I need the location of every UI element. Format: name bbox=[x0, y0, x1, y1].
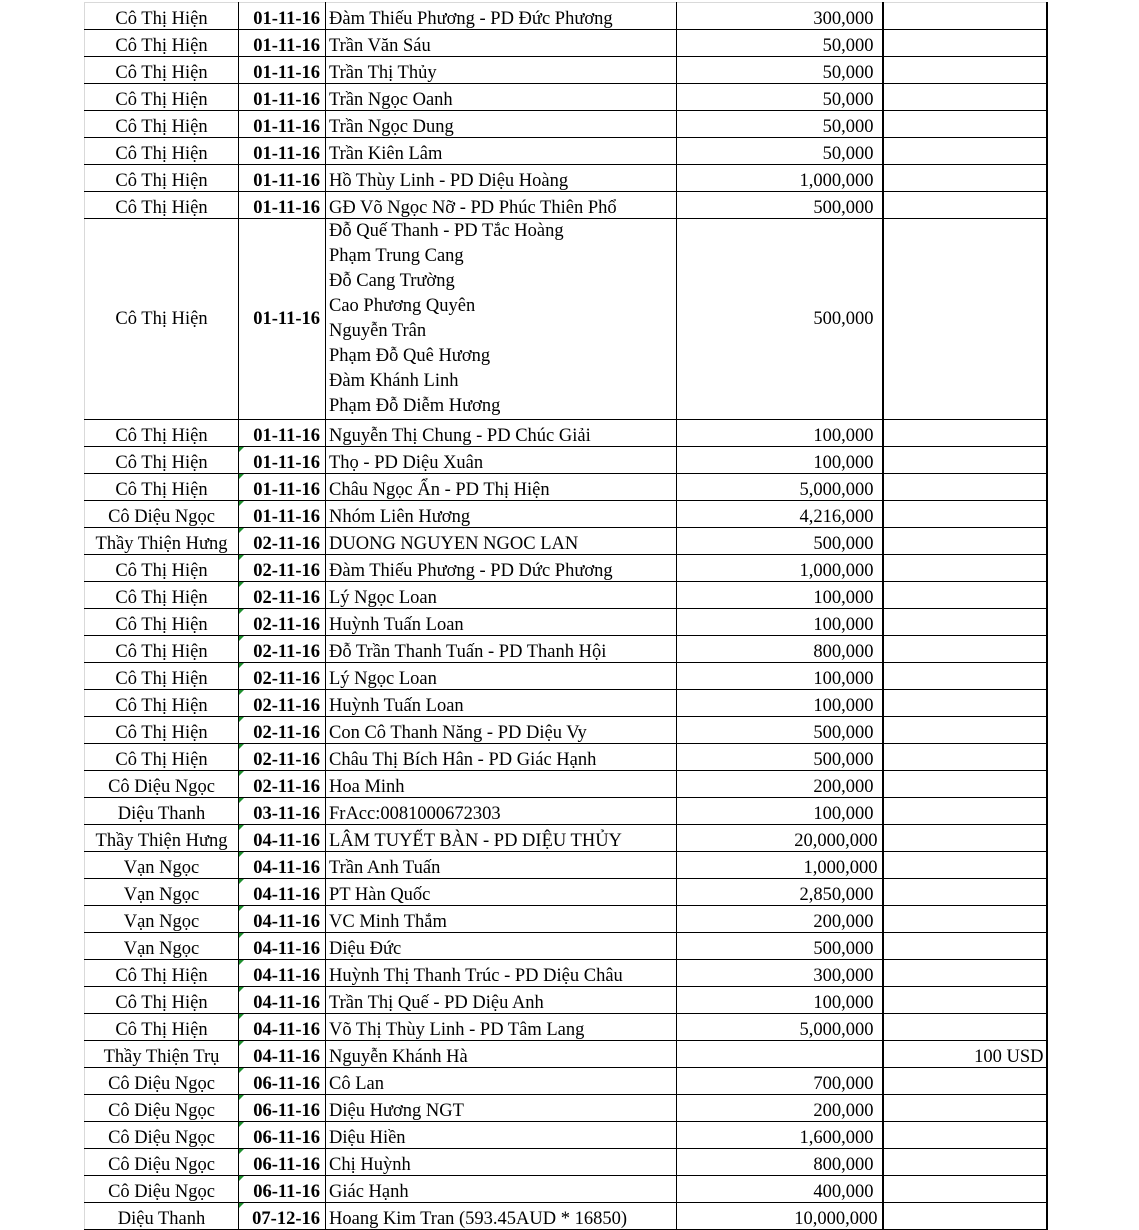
cell-donor[interactable]: Diệu Hương NGT bbox=[326, 1095, 677, 1122]
cell-amount-vnd[interactable]: 5,000,000 bbox=[677, 474, 883, 501]
cell-amount-foreign[interactable] bbox=[883, 663, 1047, 690]
cell-recipient[interactable]: Cô Thị Hiện bbox=[85, 609, 239, 636]
table-row bbox=[85, 933, 1047, 960]
cell-recipient[interactable]: Thầy Thiện Hưng bbox=[85, 528, 239, 555]
cell-date[interactable]: 04-11-16 bbox=[239, 879, 326, 906]
cell-date[interactable]: 04-11-16 bbox=[239, 1041, 326, 1068]
cell-recipient[interactable]: Cô Thị Hiện bbox=[85, 111, 239, 138]
cell-recipient[interactable]: Cô Thị Hiện bbox=[85, 447, 239, 474]
cell-date[interactable]: 01-11-16 bbox=[239, 447, 326, 474]
table-row bbox=[85, 111, 1047, 138]
cell-amount-foreign[interactable] bbox=[883, 933, 1047, 960]
cell-amount-foreign[interactable] bbox=[883, 192, 1047, 219]
cell-amount-foreign[interactable] bbox=[883, 555, 1047, 582]
cell-amount-vnd[interactable]: 10,000,000 bbox=[677, 1203, 883, 1230]
table-row bbox=[85, 192, 1047, 219]
cell-donor[interactable]: GĐ Võ Ngọc Nỡ - PD Phúc Thiên Phổ bbox=[326, 192, 677, 219]
donor-name-line: Đàm Khánh Linh bbox=[329, 371, 459, 391]
cell-amount-vnd[interactable]: 1,000,000 bbox=[677, 555, 883, 582]
table-row bbox=[85, 987, 1047, 1014]
cell-date[interactable]: 02-11-16 bbox=[239, 717, 326, 744]
cell-recipient[interactable]: Cô Thị Hiện bbox=[85, 3, 239, 30]
cell-donor[interactable]: Nguyễn Thị Chung - PD Chúc Giải bbox=[326, 420, 677, 447]
cell-amount-foreign[interactable] bbox=[883, 84, 1047, 111]
cell-recipient[interactable]: Cô Diệu Ngọc bbox=[85, 1095, 239, 1122]
table-row bbox=[85, 165, 1047, 192]
cell-donor[interactable]: Nhóm Liên Hương bbox=[326, 501, 677, 528]
cell-date[interactable]: 04-11-16 bbox=[239, 987, 326, 1014]
cell-date[interactable]: 01-11-16 bbox=[239, 138, 326, 165]
cell-amount-foreign[interactable] bbox=[883, 111, 1047, 138]
cell-amount-vnd[interactable]: 500,000 bbox=[677, 219, 883, 420]
cell-date[interactable]: 02-11-16 bbox=[239, 744, 326, 771]
table-row bbox=[85, 906, 1047, 933]
table-row bbox=[85, 771, 1047, 798]
cell-donor[interactable]: Đỗ Trần Thanh Tuấn - PD Thanh Hội bbox=[326, 636, 677, 663]
cell-amount-foreign[interactable] bbox=[883, 744, 1047, 771]
table-row bbox=[85, 3, 1047, 30]
cell-amount-foreign[interactable] bbox=[883, 1068, 1047, 1095]
cell-recipient[interactable]: Cô Diệu Ngọc bbox=[85, 771, 239, 798]
cell-recipient[interactable]: Cô Diệu Ngọc bbox=[85, 1068, 239, 1095]
table-row bbox=[85, 1203, 1047, 1230]
cell-amount-foreign[interactable] bbox=[883, 690, 1047, 717]
cell-recipient[interactable]: Vạn Ngọc bbox=[85, 906, 239, 933]
cell-amount-vnd[interactable]: 50,000 bbox=[677, 57, 883, 84]
cell-donor[interactable]: Trần Văn Sáu bbox=[326, 30, 677, 57]
donor-name-line: Phạm Đỗ Quê Hương bbox=[329, 346, 491, 366]
cell-amount-vnd[interactable]: 20,000,000 bbox=[677, 825, 883, 852]
donor-name-line: Phạm Trung Cang bbox=[329, 246, 464, 266]
cell-donor[interactable]: VC Minh Thắm bbox=[326, 906, 677, 933]
cell-date[interactable]: 02-11-16 bbox=[239, 663, 326, 690]
cell-date[interactable]: 07-12-16 bbox=[239, 1203, 326, 1230]
table-row bbox=[85, 1014, 1047, 1041]
table-row bbox=[85, 582, 1047, 609]
cell-amount-foreign[interactable] bbox=[883, 771, 1047, 798]
cell-amount-foreign[interactable] bbox=[883, 906, 1047, 933]
cell-donor[interactable]: Châu Thị Bích Hân - PD Giác Hạnh bbox=[326, 744, 677, 771]
cell-recipient[interactable]: Cô Diệu Ngọc bbox=[85, 1122, 239, 1149]
cell-donor[interactable]: Trần Anh Tuấn bbox=[326, 852, 677, 879]
cell-date[interactable]: 01-11-16 bbox=[239, 3, 326, 30]
cell-donor[interactable]: Lý Ngọc Loan bbox=[326, 663, 677, 690]
cell-amount-foreign[interactable] bbox=[883, 879, 1047, 906]
cell-amount-foreign[interactable] bbox=[883, 609, 1047, 636]
cell-amount-vnd[interactable]: 100,000 bbox=[677, 798, 883, 825]
table-row bbox=[85, 1095, 1047, 1122]
cell-recipient[interactable]: Cô Thị Hiện bbox=[85, 555, 239, 582]
cell-amount-vnd[interactable]: 300,000 bbox=[677, 3, 883, 30]
cell-recipient[interactable]: Cô Thị Hiện bbox=[85, 30, 239, 57]
cell-donor[interactable]: Giác Hạnh bbox=[326, 1176, 677, 1203]
donor-name-line: Đỗ Cang Trường bbox=[329, 271, 455, 291]
cell-recipient[interactable]: Cô Thị Hiện bbox=[85, 57, 239, 84]
table-row bbox=[85, 474, 1047, 501]
cell-amount-vnd[interactable]: 100,000 bbox=[677, 447, 883, 474]
cell-recipient[interactable]: Cô Thị Hiện bbox=[85, 165, 239, 192]
cell-amount-vnd[interactable]: 100,000 bbox=[677, 582, 883, 609]
cell-recipient[interactable]: Cô Thị Hiện bbox=[85, 138, 239, 165]
cell-date[interactable]: 01-11-16 bbox=[239, 219, 326, 420]
cell-amount-foreign[interactable] bbox=[883, 1095, 1047, 1122]
cell-amount-foreign[interactable] bbox=[883, 636, 1047, 663]
cell-date[interactable]: 04-11-16 bbox=[239, 825, 326, 852]
cell-date[interactable]: 06-11-16 bbox=[239, 1095, 326, 1122]
cell-amount-foreign[interactable] bbox=[883, 528, 1047, 555]
table-row bbox=[85, 798, 1047, 825]
cell-recipient[interactable]: Cô Thị Hiện bbox=[85, 474, 239, 501]
cell-donor[interactable]: Thọ - PD Diệu Xuân bbox=[326, 447, 677, 474]
cell-recipient[interactable]: Thầy Thiện Hưng bbox=[85, 825, 239, 852]
cell-recipient[interactable]: Cô Thị Hiện bbox=[85, 663, 239, 690]
cell-donor[interactable]: PT Hàn Quốc bbox=[326, 879, 677, 906]
cell-donor[interactable]: Trần Thị Quế - PD Diệu Anh bbox=[326, 987, 677, 1014]
table-row bbox=[85, 825, 1047, 852]
cell-donor[interactable]: Lý Ngọc Loan bbox=[326, 582, 677, 609]
table-row bbox=[85, 528, 1047, 555]
cell-donor[interactable]: DUONG NGUYEN NGOC LAN bbox=[326, 528, 677, 555]
table-row bbox=[85, 1041, 1047, 1068]
cell-amount-vnd[interactable]: 300,000 bbox=[677, 960, 883, 987]
cell-date[interactable]: 02-11-16 bbox=[239, 582, 326, 609]
table-row bbox=[85, 663, 1047, 690]
table-row bbox=[85, 717, 1047, 744]
cell-amount-foreign[interactable] bbox=[883, 3, 1047, 30]
cell-donor[interactable]: Huỳnh Tuấn Loan bbox=[326, 690, 677, 717]
table-body bbox=[85, 3, 1047, 1230]
cell-recipient[interactable]: Cô Thị Hiện bbox=[85, 84, 239, 111]
donation-table bbox=[84, 2, 1048, 1230]
cell-amount-vnd[interactable]: 2,850,000 bbox=[677, 879, 883, 906]
cell-date[interactable]: 02-11-16 bbox=[239, 609, 326, 636]
cell-amount-vnd[interactable]: 1,000,000 bbox=[677, 165, 883, 192]
cell-amount-vnd[interactable]: 200,000 bbox=[677, 771, 883, 798]
cell-amount-vnd[interactable]: 200,000 bbox=[677, 906, 883, 933]
cell-date[interactable]: 01-11-16 bbox=[239, 57, 326, 84]
cell-amount-vnd[interactable]: 100,000 bbox=[677, 663, 883, 690]
cell-date[interactable]: 02-11-16 bbox=[239, 555, 326, 582]
cell-donor[interactable]: Trần Ngọc Oanh bbox=[326, 84, 677, 111]
cell-date[interactable]: 02-11-16 bbox=[239, 771, 326, 798]
cell-amount-foreign[interactable] bbox=[883, 1176, 1047, 1203]
donor-name-line: Nguyễn Trân bbox=[329, 321, 427, 341]
cell-date[interactable]: 06-11-16 bbox=[239, 1149, 326, 1176]
cell-recipient[interactable]: Cô Thị Hiện bbox=[85, 636, 239, 663]
cell-date[interactable]: 04-11-16 bbox=[239, 1014, 326, 1041]
table-row bbox=[85, 636, 1047, 663]
table-row bbox=[85, 1068, 1047, 1095]
cell-amount-foreign[interactable] bbox=[883, 582, 1047, 609]
cell-donor[interactable]: Châu Ngọc Ẩn - PD Thị Hiện bbox=[326, 474, 677, 501]
cell-date[interactable]: 03-11-16 bbox=[239, 798, 326, 825]
donation-ledger-sheet bbox=[84, 2, 1046, 1230]
cell-amount-foreign[interactable] bbox=[883, 447, 1047, 474]
cell-recipient[interactable]: Cô Thị Hiện bbox=[85, 1014, 239, 1041]
cell-amount-foreign[interactable] bbox=[883, 165, 1047, 192]
cell-amount-vnd[interactable]: 400,000 bbox=[677, 1176, 883, 1203]
table-row bbox=[85, 1149, 1047, 1176]
cell-amount-vnd[interactable]: 1,600,000 bbox=[677, 1122, 883, 1149]
table-row bbox=[85, 447, 1047, 474]
cell-recipient[interactable]: Cô Diệu Ngọc bbox=[85, 1149, 239, 1176]
cell-date[interactable]: 06-11-16 bbox=[239, 1122, 326, 1149]
cell-date[interactable]: 02-11-16 bbox=[239, 528, 326, 555]
cell-amount-foreign[interactable]: 100 USD bbox=[883, 1041, 1047, 1068]
table-row bbox=[85, 420, 1047, 447]
cell-recipient[interactable]: Diệu Thanh bbox=[85, 1203, 239, 1230]
cell-donor[interactable]: Trần Ngọc Dung bbox=[326, 111, 677, 138]
cell-amount-foreign[interactable] bbox=[883, 717, 1047, 744]
cell-donor[interactable]: Trần Thị Thủy bbox=[326, 57, 677, 84]
cell-amount-foreign[interactable] bbox=[883, 1149, 1047, 1176]
cell-amount-foreign[interactable] bbox=[883, 1122, 1047, 1149]
cell-donor[interactable]: Võ Thị Thùy Linh - PD Tâm Lang bbox=[326, 1014, 677, 1041]
cell-amount-foreign[interactable] bbox=[883, 987, 1047, 1014]
cell-amount-vnd[interactable]: 500,000 bbox=[677, 933, 883, 960]
table-row bbox=[85, 138, 1047, 165]
cell-donor[interactable]: Nguyễn Khánh Hà bbox=[326, 1041, 677, 1068]
cell-recipient[interactable]: Vạn Ngọc bbox=[85, 852, 239, 879]
cell-amount-foreign[interactable] bbox=[883, 501, 1047, 528]
cell-amount-vnd[interactable]: 100,000 bbox=[677, 690, 883, 717]
cell-recipient[interactable]: Cô Thị Hiện bbox=[85, 960, 239, 987]
cell-amount-foreign[interactable] bbox=[883, 57, 1047, 84]
cell-amount-vnd[interactable]: 100,000 bbox=[677, 987, 883, 1014]
cell-donor[interactable]: Chị Huỳnh bbox=[326, 1149, 677, 1176]
cell-recipient[interactable]: Cô Thị Hiện bbox=[85, 192, 239, 219]
cell-recipient[interactable]: Cô Thị Hiện bbox=[85, 219, 239, 420]
table-row bbox=[85, 609, 1047, 636]
cell-amount-vnd[interactable]: 500,000 bbox=[677, 744, 883, 771]
table-row bbox=[85, 57, 1047, 84]
cell-recipient[interactable]: Thầy Thiện Trụ bbox=[85, 1041, 239, 1068]
cell-recipient[interactable]: Cô Thị Hiện bbox=[85, 987, 239, 1014]
cell-amount-vnd[interactable]: 700,000 bbox=[677, 1068, 883, 1095]
donor-name-line: Đỗ Quế Thanh - PD Tắc Hoàng bbox=[329, 221, 564, 241]
cell-amount-foreign[interactable] bbox=[883, 30, 1047, 57]
cell-donor[interactable]: Hoang Kim Tran (593.45AUD * 16850) bbox=[326, 1203, 677, 1230]
cell-date[interactable]: 06-11-16 bbox=[239, 1068, 326, 1095]
cell-date[interactable]: 01-11-16 bbox=[239, 84, 326, 111]
cell-amount-foreign[interactable] bbox=[883, 1014, 1047, 1041]
cell-amount-vnd[interactable]: 200,000 bbox=[677, 1095, 883, 1122]
cell-donor[interactable]: Cô Lan bbox=[326, 1068, 677, 1095]
cell-amount-vnd[interactable]: 50,000 bbox=[677, 138, 883, 165]
cell-date[interactable]: 01-11-16 bbox=[239, 474, 326, 501]
cell-donor[interactable]: Đàm Thiếu Phương - PD Đức Phương bbox=[326, 3, 677, 30]
cell-donor[interactable]: Hồ Thùy Linh - PD Diệu Hoàng bbox=[326, 165, 677, 192]
cell-recipient[interactable]: Vạn Ngọc bbox=[85, 879, 239, 906]
cell-date[interactable]: 01-11-16 bbox=[239, 111, 326, 138]
cell-amount-vnd[interactable]: 100,000 bbox=[677, 609, 883, 636]
cell-donor[interactable]: Diệu Đức bbox=[326, 933, 677, 960]
cell-recipient[interactable]: Cô Thị Hiện bbox=[85, 420, 239, 447]
table-row bbox=[85, 690, 1047, 717]
cell-recipient[interactable]: Cô Diệu Ngọc bbox=[85, 501, 239, 528]
cell-date[interactable]: 01-11-16 bbox=[239, 420, 326, 447]
cell-amount-vnd[interactable]: 50,000 bbox=[677, 84, 883, 111]
cell-recipient[interactable]: Vạn Ngọc bbox=[85, 933, 239, 960]
cell-date[interactable]: 01-11-16 bbox=[239, 192, 326, 219]
cell-date[interactable]: 04-11-16 bbox=[239, 852, 326, 879]
cell-amount-vnd[interactable]: 800,000 bbox=[677, 1149, 883, 1176]
cell-recipient[interactable]: Cô Thị Hiện bbox=[85, 717, 239, 744]
cell-date[interactable]: 04-11-16 bbox=[239, 960, 326, 987]
cell-date[interactable]: 02-11-16 bbox=[239, 690, 326, 717]
cell-donor[interactable] bbox=[326, 219, 677, 420]
cell-amount-vnd[interactable]: 5,000,000 bbox=[677, 1014, 883, 1041]
cell-date[interactable]: 01-11-16 bbox=[239, 501, 326, 528]
cell-amount-vnd[interactable] bbox=[677, 1041, 883, 1068]
cell-amount-foreign[interactable] bbox=[883, 138, 1047, 165]
cell-donor[interactable]: Huỳnh Tuấn Loan bbox=[326, 609, 677, 636]
cell-date[interactable]: 01-11-16 bbox=[239, 165, 326, 192]
cell-date[interactable]: 01-11-16 bbox=[239, 30, 326, 57]
donor-name-line: Cao Phương Quyên bbox=[329, 296, 476, 316]
cell-recipient[interactable]: Diệu Thanh bbox=[85, 798, 239, 825]
cell-amount-foreign[interactable] bbox=[883, 474, 1047, 501]
cell-amount-foreign[interactable] bbox=[883, 798, 1047, 825]
cell-donor[interactable]: Trần Kiên Lâm bbox=[326, 138, 677, 165]
table-row bbox=[85, 219, 1047, 420]
cell-amount-vnd[interactable]: 500,000 bbox=[677, 192, 883, 219]
cell-amount-foreign[interactable] bbox=[883, 825, 1047, 852]
cell-amount-vnd[interactable]: 4,216,000 bbox=[677, 501, 883, 528]
cell-donor[interactable]: Diệu Hiền bbox=[326, 1122, 677, 1149]
table-row bbox=[85, 555, 1047, 582]
cell-amount-vnd[interactable]: 50,000 bbox=[677, 111, 883, 138]
cell-donor[interactable]: LÂM TUYẾT BÀN - PD DIỆU THỦY bbox=[326, 825, 677, 852]
table-row bbox=[85, 30, 1047, 57]
cell-recipient[interactable]: Cô Thị Hiện bbox=[85, 582, 239, 609]
cell-date[interactable]: 04-11-16 bbox=[239, 933, 326, 960]
table-row bbox=[85, 852, 1047, 879]
cell-donor[interactable]: Hoa Minh bbox=[326, 771, 677, 798]
cell-date[interactable]: 02-11-16 bbox=[239, 636, 326, 663]
table-row bbox=[85, 1122, 1047, 1149]
donor-name-line: Phạm Đỗ Diễm Hương bbox=[329, 396, 501, 416]
cell-amount-vnd[interactable]: 1,000,000 bbox=[677, 852, 883, 879]
cell-date[interactable]: 04-11-16 bbox=[239, 906, 326, 933]
cell-amount-vnd[interactable]: 500,000 bbox=[677, 717, 883, 744]
cell-donor[interactable]: Đàm Thiếu Phương - PD Dức Phương bbox=[326, 555, 677, 582]
cell-amount-foreign[interactable] bbox=[883, 852, 1047, 879]
cell-amount-foreign[interactable] bbox=[883, 1203, 1047, 1230]
cell-amount-vnd[interactable]: 100,000 bbox=[677, 420, 883, 447]
cell-donor[interactable]: FrAcc:0081000672303 bbox=[326, 798, 677, 825]
cell-date[interactable]: 06-11-16 bbox=[239, 1176, 326, 1203]
cell-amount-vnd[interactable]: 800,000 bbox=[677, 636, 883, 663]
cell-donor[interactable]: Huỳnh Thị Thanh Trúc - PD Diệu Châu bbox=[326, 960, 677, 987]
table-row bbox=[85, 960, 1047, 987]
cell-amount-foreign[interactable] bbox=[883, 960, 1047, 987]
cell-recipient[interactable]: Cô Thị Hiện bbox=[85, 744, 239, 771]
table-row bbox=[85, 879, 1047, 906]
cell-recipient[interactable]: Cô Diệu Ngọc bbox=[85, 1176, 239, 1203]
table-row bbox=[85, 744, 1047, 771]
cell-recipient[interactable]: Cô Thị Hiện bbox=[85, 690, 239, 717]
cell-amount-vnd[interactable]: 50,000 bbox=[677, 30, 883, 57]
cell-amount-foreign[interactable] bbox=[883, 219, 1047, 420]
cell-donor[interactable]: Con Cô Thanh Năng - PD Diệu Vy bbox=[326, 717, 677, 744]
cell-amount-foreign[interactable] bbox=[883, 420, 1047, 447]
cell-amount-vnd[interactable]: 500,000 bbox=[677, 528, 883, 555]
table-row bbox=[85, 84, 1047, 111]
table-row bbox=[85, 1176, 1047, 1203]
table-row bbox=[85, 501, 1047, 528]
